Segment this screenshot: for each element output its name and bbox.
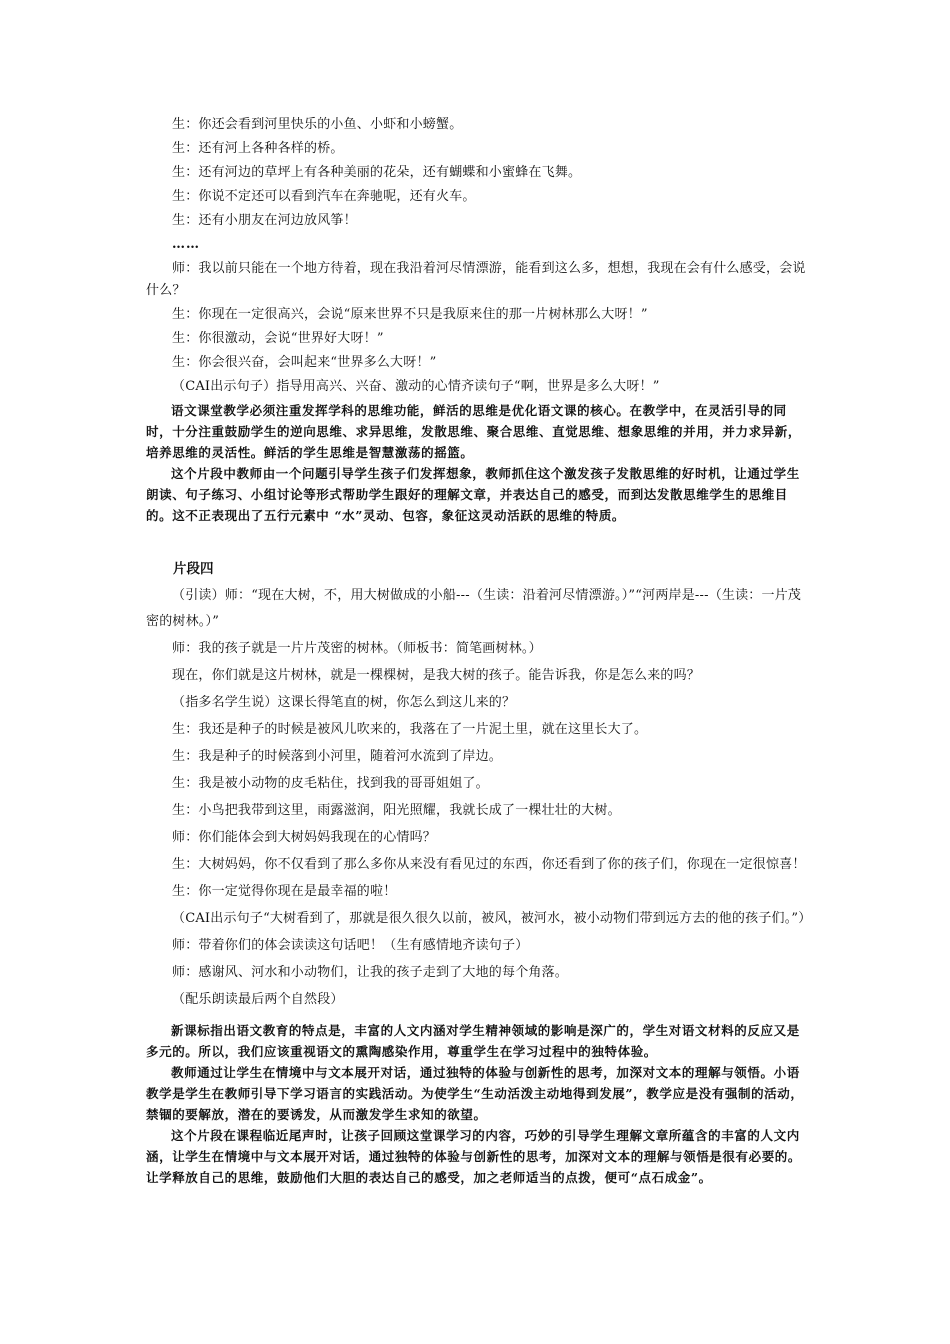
instruction-line: （配乐朗读最后两个自然段） xyxy=(172,992,344,1007)
document-body xyxy=(146,114,810,1188)
commentary-paragraph: 这个片段中教师由一个问题引导学生孩子们发挥想象，教师抓住这个激发孩子发散思维的好时机，让通过学生朗读、句子练习、小组讨论等形式帮助学生跟好的理解文章，并表达自己的感受，而到达发散思维学生的思维目的。这不正表现出了五行元素中 “水”灵动、包容，象征这灵动活跃的思维的特质。 xyxy=(146,466,800,523)
dialogue-block-2 xyxy=(146,258,810,398)
teacher-line: （引读）师：“现在大树，不，用大树做成的小船---（生读：沿着河尽情漂游。）”“河两岸是---（生读：一片茂密的树林。）” xyxy=(146,588,802,629)
commentary-paragraph: 这个片段在课程临近尾声时，让孩子回顾这堂课学习的内容，巧妙的引导学生理解文章所蕴含的丰富的人文内涵，让学生在情境中与文本展开对话，通过独特的体验与创新性的思考，加深对文本的理解与领悟是很有必要的。让学释放自己的思维，鼓励他们大胆的表达自己的感受，加之老师适当的点拨，便可“点石成金”。 xyxy=(146,1128,802,1185)
student-line: 生：我还是种子的时候是被风儿吹来的，我落在了一片泥土里，就在这里长大了。 xyxy=(172,722,648,737)
instruction-line: （指多名学生说）这课长得笔直的树，你怎么到这儿来的？ xyxy=(172,695,516,710)
student-line: 生：小鸟把我带到这里，雨露滋润，阳光照耀，我就长成了一棵壮壮的大树。 xyxy=(172,803,621,818)
instruction-line: （CAI出示句子“大树看到了，那就是很久很久以前，被风，被河水，被小动物们带到远方去的他的孩子们。”） xyxy=(172,911,812,926)
teacher-line: 师：带着你们的体会读读这句话吧！（生有感情地齐读句子） xyxy=(172,938,529,953)
student-line: 生：你说不定还可以看到汽车在奔驰呢，还有火车。 xyxy=(172,189,476,204)
teacher-line: 现在，你们就是这片树林，就是一棵棵树，是我大树的孩子。能告诉我，你是怎么来的吗？ xyxy=(172,668,701,683)
section-title: 片段四 xyxy=(173,561,214,577)
teacher-line: 师：我的孩子就是一片片茂密的树林。（师板书：简笔画树林。） xyxy=(172,641,542,656)
instruction-line: （CAI出示句子）指导用高兴、兴奋、激动的心情齐读句子“啊，世界是多么大呀！” xyxy=(172,379,660,394)
student-line: 生：你会很兴奋，会叫起来“世界多么大呀！” xyxy=(172,355,437,370)
dialogue-block-3 xyxy=(146,583,810,1013)
student-line: 生：我是被小动物的皮毛粘住，找到我的哥哥姐姐了。 xyxy=(172,776,489,791)
student-line: 生：还有河边的草坪上有各种美丽的花朵，还有蝴蝶和小蜜蜂在飞舞。 xyxy=(172,165,582,180)
teacher-line: 师：你们能体会到大树妈妈我现在的心情吗？ xyxy=(172,830,437,845)
ellipsis: …… xyxy=(172,237,200,252)
commentary-paragraph: 新课标指出语文教育的特点是，丰富的人文内涵对学生精神领域的影响是深广的，学生对语文材料的反应又是多元的。所以，我们应该重视语文的熏陶感染作用，尊重学生在学习过程中的独特体验。 xyxy=(146,1023,800,1059)
commentary-block-2 xyxy=(146,1020,810,1188)
teacher-line: 师：我以前只能在一个地方待着，现在我沿着河尽情漂游，能看到这么多，想想，我现在会有什么感受，会说什么？ xyxy=(146,261,806,298)
commentary-paragraph: 教师通过让学生在情境中与文本展开对话，通过独特的体验与创新性的思考，加深对文本的理解与领悟。小语教学是学生在教师引导下学习语言的实践活动。为使学生“生动活泼主动地得到发展”，教学应是没有强制的活动，禁锢的要解放，潜在的要诱发，从而激发学生求知的欲望。 xyxy=(146,1065,804,1122)
commentary-paragraph: 语文课堂教学必须注重发挥学科的思维功能，鲜活的思维是优化语文课的核心。在教学中，在灵活引导的同时，十分注重鼓励学生的逆向思维、求异思维，发散思维、聚合思维、直觉思维、想象思维的并用，并力求异新，培养思维的灵活性。鲜活的学生思维是智慧激荡的摇篮。 xyxy=(146,403,802,460)
teacher-line: 师：感谢风、河水和小动物们，让我的孩子走到了大地的每个角落。 xyxy=(172,965,569,980)
student-line: 生：大树妈妈，你不仅看到了那么多你从来没有看见过的东西，你还看到了你的孩子们，你现在一定很惊喜！ xyxy=(172,857,806,872)
commentary-block-1 xyxy=(146,400,810,526)
student-line: 生：还有河上各种各样的桥。 xyxy=(172,141,344,156)
student-line: 生：你现在一定很高兴，会说“原来世界不只是我原来住的那一片树林那么大呀！” xyxy=(172,307,648,322)
student-line: 生：你还会看到河里快乐的小鱼、小虾和小螃蟹。 xyxy=(172,117,463,132)
dialogue-block-1 xyxy=(146,114,810,232)
student-line: 生：我是种子的时候落到小河里，随着河水流到了岸边。 xyxy=(172,749,503,764)
student-line: 生：还有小朋友在河边放风筝！ xyxy=(172,213,357,228)
student-line: 生：你很激动，会说“世界好大呀！” xyxy=(172,331,384,346)
student-line: 生：你一定觉得你现在是最幸福的啦！ xyxy=(172,884,397,899)
